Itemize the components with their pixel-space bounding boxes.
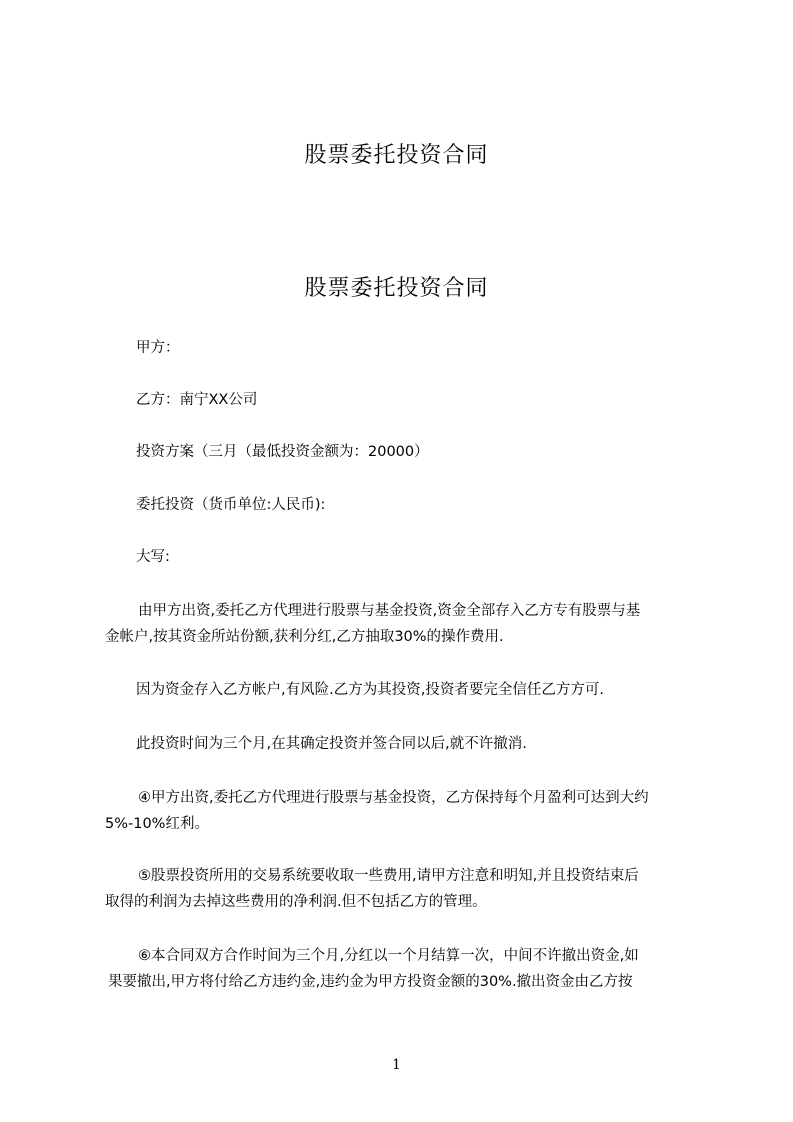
clause-4-line-1: ④甲方出资,委托乙方代理进行股票与基金投资，乙方保持每个月盈利可达到大约	[138, 790, 649, 806]
clause-6-line-1: ⑥本合同双方合作时间为三个月,分红以一个月结算一次，中间不许撤出资金,如	[138, 948, 639, 964]
clause-6	[105, 943, 705, 995]
clause-1	[105, 598, 705, 650]
clause-6-line-2: 果要撤出,甲方将付给乙方违约金,违约金为甲方投资金额的30%.撤出资金由乙方按	[108, 974, 633, 990]
clause-2: 因为资金存入乙方帐户,有风险.乙方为其投资,投资者要完全信任乙方方可.	[136, 682, 604, 698]
cover-title: 股票委托投资合同	[304, 143, 489, 168]
clause-1-line-1: 由甲方出资,委托乙方代理进行股票与基金投资,资金全部存入乙方专有股票与基	[138, 603, 641, 619]
page-number: 1	[392, 1057, 401, 1073]
party-b-line: 乙方：南宁XX公司	[136, 392, 258, 408]
clause-1-line-2: 金帐户,按其资金所站份额,获利分红,乙方抽取30%的操作费用.	[105, 629, 504, 645]
clause-5-line-2: 取得的利润为去掉这些费用的净利润.但不包括乙方的管理。	[105, 894, 487, 910]
clause-3: 此投资时间为三个月,在其确定投资并签合同以后,就不许撤消.	[136, 736, 527, 752]
entrusted-investment-line: 委托投资（货币单位:人民币):	[136, 497, 326, 513]
capital-amount-line: 大写:	[136, 549, 170, 565]
investment-plan-line: 投资方案（三月（最低投资金额为：20000）	[136, 444, 429, 460]
party-a-line: 甲方：	[136, 340, 180, 356]
clause-5	[105, 863, 705, 915]
clause-4-line-2: 5%-10%红利。	[105, 816, 209, 832]
clause-4	[105, 785, 705, 837]
contract-title: 股票委托投资合同	[304, 276, 489, 301]
clause-5-line-1: ⑤股票投资所用的交易系统要收取一些费用,请甲方注意和明知,并且投资结束后	[138, 868, 639, 884]
